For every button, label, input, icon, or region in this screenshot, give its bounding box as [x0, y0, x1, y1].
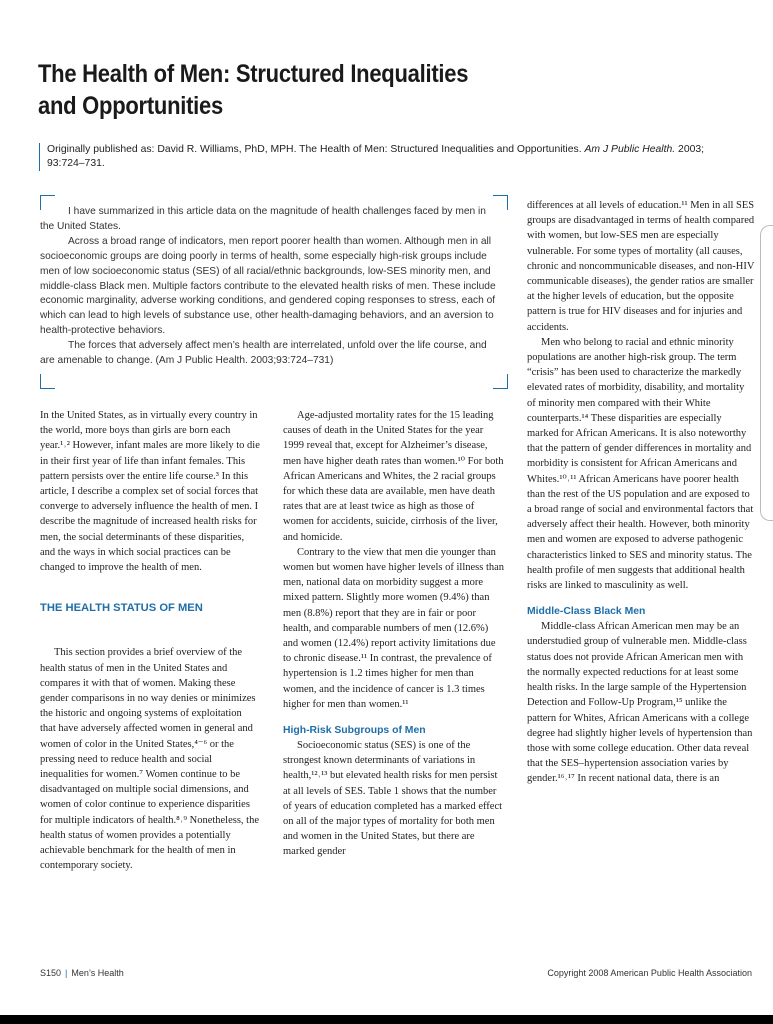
footer-left: S150 | Men’s Health: [40, 968, 124, 978]
source-text: Originally published as: David R. Williams, PhD, MPH. The Health of Men: Structured Inequalities and Opportunities.: [47, 144, 585, 155]
section-heading: THE HEALTH STATUS OF MEN: [40, 602, 203, 615]
body-paragraph: Contrary to the view that men die younger than women but women have higher levels of illness than men, national data on morbidity suggest a more mixed pattern. Slightly more women (9.4%) than men (8.8%) report that they are in fair or poor health, and comparable numbers of men (12.6%) and women (12.4%) report activity limitations due to chronic disease.¹¹ In contrast, the prevalence of hypertension is 1.2 times higher for men than women, and the incidence of cancer is 1.3 times higher for men than women.¹¹: [283, 546, 505, 710]
source-year: 2003;: [675, 144, 705, 155]
page-edge-tab: [760, 225, 773, 521]
bottom-bar: [0, 1015, 773, 1024]
column-1: [40, 408, 260, 873]
source-pages: 93:724–731.: [47, 158, 105, 169]
abstract-paragraph: The forces that adversely affect men’s health are interrelated, unfold over the life course, and are amenable to change. (Am J Public Health. 2003;93:724–731): [40, 340, 487, 367]
bracket-corner: [493, 374, 508, 389]
footer-copyright: Copyright 2008 American Public Health Association: [547, 968, 752, 978]
subsection-heading: Middle-Class Black Men: [527, 606, 646, 618]
body-paragraph: This section provides a brief overview of the health status of men in the United States and compares it with that of women. Making these gender comparisons in no way denies or minimizes the historic and ongoing systems of exploitation that have adversely affected women in general and women of color in the United States,⁴⁻⁶ or the pressing need to reduce health and social inequalities for women.⁷ Women continue to be disadvantaged on multiple social dimensions, and women of color continue to experience disparities for multiple indicators of health.⁸˒⁹ Nonetheless, the health status of women provides a potentially achievable benchmark for the health of men in contemporary society.: [40, 647, 260, 872]
column-2: [283, 408, 505, 860]
page-number: S150: [40, 968, 62, 978]
body-paragraph: Men who belong to racial and ethnic minority populations are another high-risk group. The term “crisis” has been used to characterize the markedly elevated rates of morbidity, disability, and mortality of minority men compared with their White counterparts.¹⁴ These disparities are especially marked for African Americans. It is also noteworthy that the pattern of gender differences in mortality and morbidity is consistent for African Americans and Whites.¹⁰˒¹¹ African Americans have poorer health than the rest of the US population and are exposed to a broad range of social and environmental factors that adversely affect their health. However, both minority men and women are exposed to adverse pathogenic characteristics linked to SES and minority status. The health profile of men suggests that additional health risks are linked to masculinity as well.: [527, 336, 754, 592]
abstract-paragraph: I have summarized in this article data on the magnitude of health challenges faced by men in the United States.: [40, 206, 486, 232]
body-paragraph: Socioeconomic status (SES) is one of the strongest known determinants of variations in health,¹²˒¹³ but elevated health risks for men persist at all levels of SES. Table 1 shows that the number of years of education completed has a marked effect on all of the major types of mortality for both men and women in the United States, but there are marked gender: [283, 740, 503, 858]
abstract-text: [40, 205, 496, 369]
abstract-box: [40, 195, 508, 389]
title-line-2: and Opportunities: [38, 92, 223, 120]
column-3: [527, 198, 755, 787]
source-journal: Am J Public Health.: [584, 144, 676, 155]
bracket-corner: [40, 374, 55, 389]
title-line-1: The Health of Men: Structured Inequalities: [38, 60, 469, 88]
abstract-paragraph: Across a broad range of indicators, men report poorer health than women. Although men in all socioeconomic groups are doing poorly in terms of health, some especially high-risk groups include men of low socioeconomic status (SES) of all racial/ethnic backgrounds, low-SES minority men, and middle-class Black men. Multiple factors contribute to the elevated health risks of men. These include economic marginality, adverse working conditions, and gendered coping responses to stress, each of which can lead to high levels of substance use, other health-damaging behaviors, and an aversion to health-protective behaviors.: [40, 235, 496, 337]
article-title: [38, 58, 654, 122]
publication-source: [39, 143, 767, 171]
body-paragraph: differences at all levels of education.¹¹ Men in all SES groups are disadvantaged in terms of health compared with women, but low-SES men are especially vulnerable. For some types of mortality (all causes, chronic and noncommunicable diseases, and non-HIV communicable diseases), the gender ratios are smaller at the higher levels of education, but the opposite pattern is true for HIV diseases and for injuries and accidents.: [527, 200, 755, 333]
intro-paragraph: In the United States, as in virtually every country in the world, more boys than girls are born each year.¹˒² However, infant males are more likely to die in their first year of life than infant females. This pattern persists over the entire life course.³ In this article, I describe a complex set of social forces that converge to adversely influence the health of men. I describe the magnitude of increased health risks for men, the social determinants of these disparities, and the ways in which social practices can be changed to improve the health of men.: [40, 410, 260, 574]
body-paragraph: Middle-class African American men may be an understudied group of vulnerable men. Middle-class status does not provide African American men with the normally expected reductions for at least some health risks. In the large sample of the Hypertension Detection and Follow-Up Program,¹⁵ unlike the pattern for Whites, African Americans with a college degree had slightly higher levels of hypertension than those with some college education. Other data reveal that the SES–hypertension association varies by gender.¹⁶˒¹⁷ In recent national data, there is an: [527, 621, 753, 785]
body-paragraph: Age-adjusted mortality rates for the 15 leading causes of death in the United States for the year 1999 reveal that, except for Alzheimer’s disease, men have higher death rates than women.¹⁰ For both African Americans and Whites, the 2 racial groups for which these data are available, men have death rates that are at least twice as high as those of women for accidents, suicide, cirrhosis of the liver, and homicide.: [283, 410, 504, 543]
subsection-heading: High-Risk Subgroups of Men: [283, 725, 426, 737]
footer-section: Men’s Health: [71, 968, 124, 978]
